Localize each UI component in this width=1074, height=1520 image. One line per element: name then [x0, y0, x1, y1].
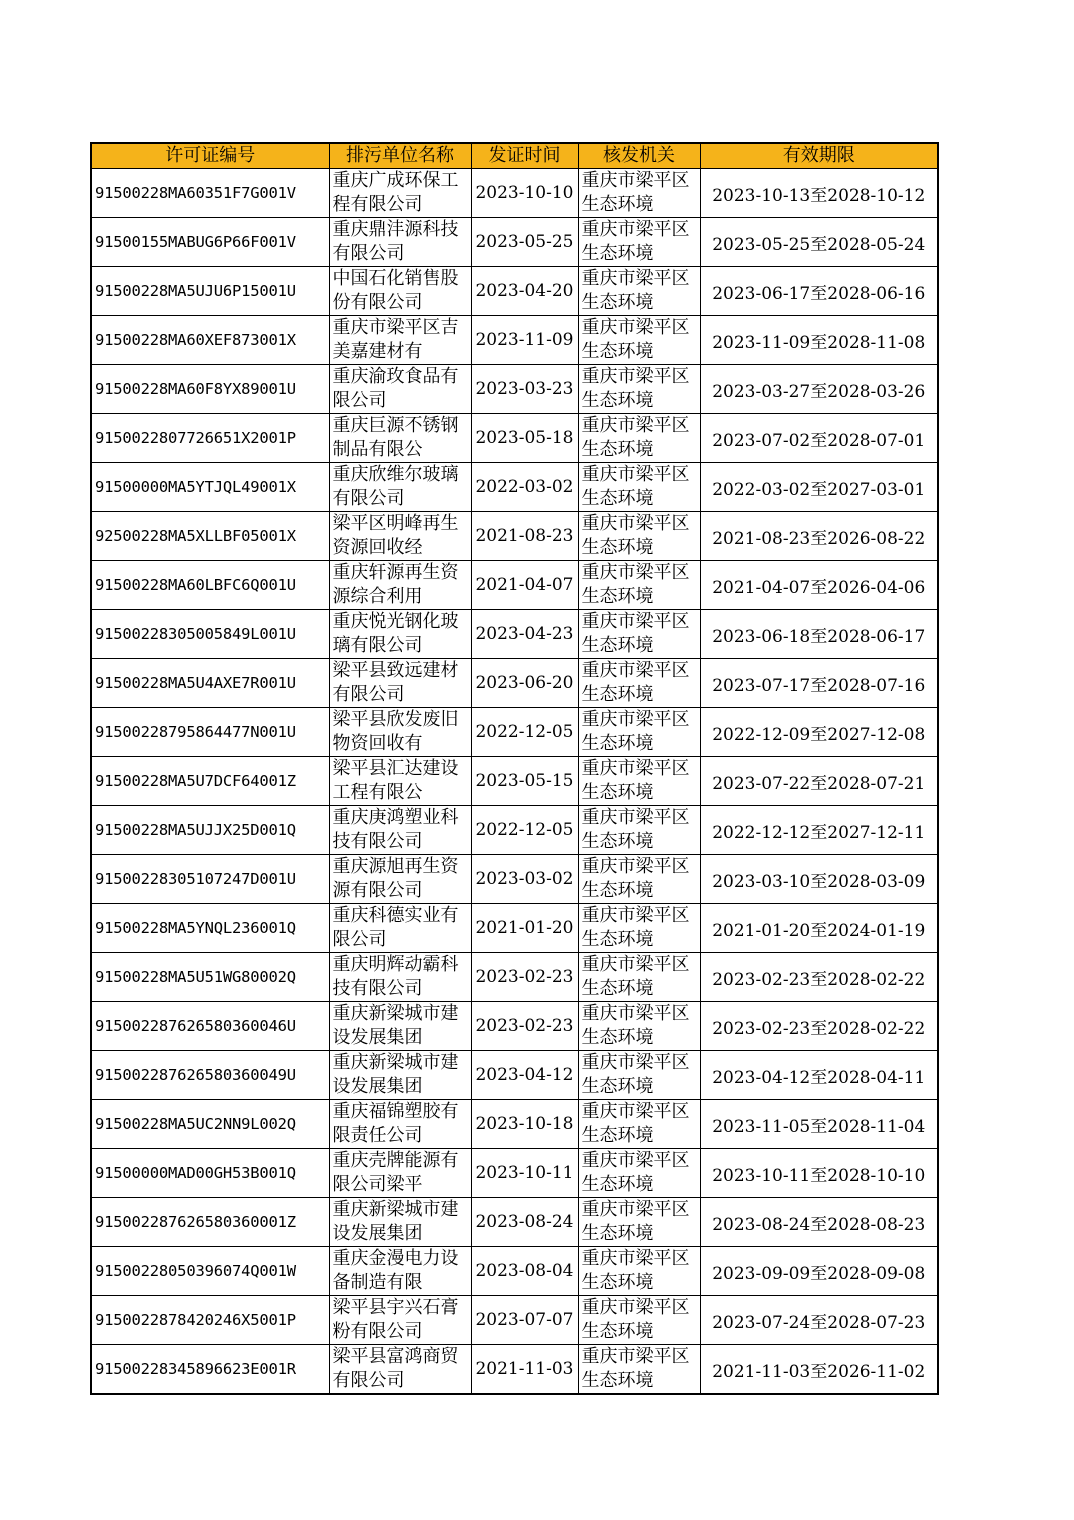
table-row	[91, 1296, 938, 1345]
cell-unit-name	[329, 1296, 471, 1345]
cell-unit-name	[329, 218, 471, 267]
table-row	[91, 757, 938, 806]
cell-issuing-authority-text: 重庆市梁平区生态环境	[581, 709, 690, 754]
cell-unit-name-text: 梁平县富鸿商贸有限公司	[332, 1346, 459, 1391]
cell-permit-number: 91500228MA5U51WG80002Q	[91, 953, 329, 1002]
cell-issue-date: 2022-12-05	[471, 806, 578, 855]
cell-unit-name	[329, 316, 471, 365]
cell-issuing-authority	[578, 1002, 700, 1051]
cell-issuing-authority-text: 重庆市梁平区生态环境	[581, 856, 690, 901]
cell-permit-number: 91500228MA60F8YX89001U	[91, 365, 329, 414]
table-row	[91, 561, 938, 610]
table-row	[91, 610, 938, 659]
cell-permit-number: 91500228MA60XEF873001X	[91, 316, 329, 365]
cell-unit-name-text: 重庆源旭再生资源有限公司	[332, 856, 459, 901]
cell-unit-name-text: 中国石化销售股份有限公司	[332, 268, 459, 313]
cell-issuing-authority-text: 重庆市梁平区生态环境	[581, 219, 690, 264]
cell-issue-date: 2023-07-07	[471, 1296, 578, 1345]
table-body	[91, 169, 938, 1395]
table-row	[91, 169, 938, 218]
cell-permit-number: 915002287626580360001Z	[91, 1198, 329, 1247]
cell-issue-date: 2023-10-18	[471, 1100, 578, 1149]
cell-issuing-authority	[578, 708, 700, 757]
cell-validity-period: 2023-07-22至2028-07-21	[700, 757, 938, 806]
cell-issue-date: 2023-08-04	[471, 1247, 578, 1296]
cell-issuing-authority-text: 重庆市梁平区生态环境	[581, 611, 690, 656]
cell-unit-name-text: 重庆金漫电力设备制造有限	[332, 1248, 459, 1293]
cell-validity-period: 2023-09-09至2028-09-08	[700, 1247, 938, 1296]
cell-issue-date: 2023-02-23	[471, 1002, 578, 1051]
cell-validity-period: 2021-01-20至2024-01-19	[700, 904, 938, 953]
table-row	[91, 806, 938, 855]
cell-issuing-authority-text: 重庆市梁平区生态环境	[581, 317, 690, 362]
cell-issuing-authority-text: 重庆市梁平区生态环境	[581, 758, 690, 803]
cell-unit-name	[329, 610, 471, 659]
table-row	[91, 708, 938, 757]
cell-validity-period: 2023-04-12至2028-04-11	[700, 1051, 938, 1100]
cell-unit-name-text: 梁平县汇达建设工程有限公	[332, 758, 459, 803]
cell-unit-name	[329, 855, 471, 904]
cell-issuing-authority	[578, 953, 700, 1002]
cell-issuing-authority-text: 重庆市梁平区生态环境	[581, 905, 690, 950]
cell-validity-period: 2023-11-09至2028-11-08	[700, 316, 938, 365]
cell-unit-name-text: 重庆渝玫食品有限公司	[332, 366, 459, 411]
cell-unit-name	[329, 561, 471, 610]
cell-unit-name	[329, 1149, 471, 1198]
cell-unit-name	[329, 806, 471, 855]
cell-unit-name	[329, 1100, 471, 1149]
cell-permit-number: 91500228MA5UJU6P15001U	[91, 267, 329, 316]
cell-issuing-authority	[578, 463, 700, 512]
cell-unit-name-text: 梁平县宇兴石膏粉有限公司	[332, 1297, 459, 1342]
cell-unit-name	[329, 267, 471, 316]
cell-issuing-authority	[578, 414, 700, 463]
cell-validity-period: 2023-02-23至2028-02-22	[700, 1002, 938, 1051]
cell-issuing-authority	[578, 316, 700, 365]
cell-permit-number: 91500228MA60LBFC6Q001U	[91, 561, 329, 610]
cell-issuing-authority-text: 重庆市梁平区生态环境	[581, 366, 690, 411]
cell-unit-name-text: 梁平区明峰再生资源回收经	[332, 513, 459, 558]
cell-validity-period: 2022-12-12至2027-12-11	[700, 806, 938, 855]
cell-issuing-authority-text: 重庆市梁平区生态环境	[581, 170, 690, 215]
cell-unit-name	[329, 414, 471, 463]
cell-unit-name	[329, 708, 471, 757]
cell-validity-period: 2022-12-09至2027-12-08	[700, 708, 938, 757]
cell-issuing-authority-text: 重庆市梁平区生态环境	[581, 1003, 690, 1048]
cell-issue-date: 2023-03-02	[471, 855, 578, 904]
table-row	[91, 855, 938, 904]
cell-validity-period: 2021-11-03至2026-11-02	[700, 1345, 938, 1395]
table-row	[91, 365, 938, 414]
cell-unit-name	[329, 659, 471, 708]
cell-validity-period: 2023-10-13至2028-10-12	[700, 169, 938, 218]
cell-validity-period: 2022-03-02至2027-03-01	[700, 463, 938, 512]
cell-issuing-authority	[578, 169, 700, 218]
cell-issuing-authority	[578, 1149, 700, 1198]
cell-issuing-authority	[578, 1247, 700, 1296]
cell-issuing-authority	[578, 561, 700, 610]
cell-validity-period: 2023-07-24至2028-07-23	[700, 1296, 938, 1345]
cell-permit-number: 91500228305107247D001U	[91, 855, 329, 904]
header-validity-period: 有效期限	[700, 143, 938, 169]
cell-validity-period: 2023-08-24至2028-08-23	[700, 1198, 938, 1247]
cell-permit-number: 91500000MAD00GH53B001Q	[91, 1149, 329, 1198]
cell-unit-name-text: 重庆新梁城市建设发展集团	[332, 1199, 459, 1244]
cell-issue-date: 2022-03-02	[471, 463, 578, 512]
cell-permit-number: 91500228MA5U4AXE7R001U	[91, 659, 329, 708]
cell-validity-period: 2023-06-17至2028-06-16	[700, 267, 938, 316]
cell-validity-period: 2023-02-23至2028-02-22	[700, 953, 938, 1002]
table-row	[91, 1345, 938, 1395]
cell-issue-date: 2023-04-12	[471, 1051, 578, 1100]
cell-unit-name	[329, 463, 471, 512]
table-row	[91, 1247, 938, 1296]
cell-unit-name-text: 重庆悦光钢化玻璃有限公司	[332, 611, 459, 656]
cell-issue-date: 2023-05-25	[471, 218, 578, 267]
cell-unit-name	[329, 1002, 471, 1051]
cell-issue-date: 2021-08-23	[471, 512, 578, 561]
cell-issue-date: 2023-08-24	[471, 1198, 578, 1247]
table-row	[91, 512, 938, 561]
cell-unit-name	[329, 1345, 471, 1395]
cell-permit-number: 92500228MA5XLLBF05001X	[91, 512, 329, 561]
header-unit-name: 排污单位名称	[329, 143, 471, 169]
cell-validity-period: 2023-07-02至2028-07-01	[700, 414, 938, 463]
table-header	[91, 143, 938, 169]
cell-unit-name-text: 重庆广成环保工程有限公司	[332, 170, 459, 215]
table-row	[91, 414, 938, 463]
cell-unit-name-text: 重庆轩源再生资源综合利用	[332, 562, 459, 607]
cell-issuing-authority-text: 重庆市梁平区生态环境	[581, 268, 690, 313]
cell-unit-name-text: 重庆欣维尔玻璃有限公司	[332, 464, 459, 509]
header-issuing-authority: 核发机关	[578, 143, 700, 169]
cell-issue-date: 2023-10-10	[471, 169, 578, 218]
cell-issue-date: 2023-10-11	[471, 1149, 578, 1198]
cell-issuing-authority-text: 重庆市梁平区生态环境	[581, 1346, 690, 1391]
cell-permit-number: 91500228305005849L001U	[91, 610, 329, 659]
cell-unit-name-text: 重庆市梁平区吉美嘉建材有	[332, 317, 459, 362]
cell-issue-date: 2023-04-20	[471, 267, 578, 316]
cell-validity-period: 2023-07-17至2028-07-16	[700, 659, 938, 708]
table-row	[91, 659, 938, 708]
cell-unit-name-text: 重庆巨源不锈钢制品有限公	[332, 415, 459, 460]
cell-unit-name	[329, 1247, 471, 1296]
cell-issue-date: 2023-06-20	[471, 659, 578, 708]
cell-unit-name-text: 重庆鼎沣源科技有限公司	[332, 219, 459, 264]
cell-issuing-authority	[578, 267, 700, 316]
cell-permit-number: 915002287626580360049U	[91, 1051, 329, 1100]
permit-table	[90, 142, 939, 1395]
cell-permit-number: 9150022878420246X5001P	[91, 1296, 329, 1345]
cell-validity-period: 2023-06-18至2028-06-17	[700, 610, 938, 659]
cell-unit-name	[329, 953, 471, 1002]
table-row	[91, 953, 938, 1002]
cell-validity-period: 2021-08-23至2026-08-22	[700, 512, 938, 561]
cell-issuing-authority-text: 重庆市梁平区生态环境	[581, 1297, 690, 1342]
cell-validity-period: 2023-03-27至2028-03-26	[700, 365, 938, 414]
cell-permit-number: 91500228762658036004​6U	[91, 1002, 329, 1051]
cell-permit-number: 91500228MA5YNQL236001Q	[91, 904, 329, 953]
cell-issue-date: 2021-01-20	[471, 904, 578, 953]
cell-permit-number: 91500228MA5UJJX25D001Q	[91, 806, 329, 855]
cell-issuing-authority	[578, 512, 700, 561]
header-permit-number: 许可证编号	[91, 143, 329, 169]
cell-issue-date: 2023-04-23	[471, 610, 578, 659]
cell-validity-period: 2023-11-05至2028-11-04	[700, 1100, 938, 1149]
cell-issue-date: 2023-11-09	[471, 316, 578, 365]
cell-permit-number: 91500228050396074Q001W	[91, 1247, 329, 1296]
cell-issuing-authority	[578, 659, 700, 708]
cell-issuing-authority-text: 重庆市梁平区生态环境	[581, 807, 690, 852]
table-row	[91, 904, 938, 953]
cell-unit-name-text: 重庆科德实业有限公司	[332, 905, 459, 950]
cell-issuing-authority	[578, 1100, 700, 1149]
cell-issuing-authority	[578, 610, 700, 659]
cell-unit-name-text: 重庆明辉动霸科技有限公司	[332, 954, 459, 999]
cell-validity-period: 2023-05-25至2028-05-24	[700, 218, 938, 267]
table-row	[91, 1100, 938, 1149]
cell-issuing-authority-text: 重庆市梁平区生态环境	[581, 1101, 690, 1146]
cell-unit-name-text: 梁平县致远建材有限公司	[332, 660, 459, 705]
table-row	[91, 267, 938, 316]
cell-issuing-authority	[578, 904, 700, 953]
cell-unit-name-text: 梁平县欣发废旧物资回收有	[332, 709, 459, 754]
cell-issuing-authority	[578, 757, 700, 806]
cell-unit-name-text: 重庆新梁城市建设发展集团	[332, 1003, 459, 1048]
cell-permit-number: 91500155MABUG6P66F001V	[91, 218, 329, 267]
cell-unit-name-text: 重庆庚鸿塑业科技有限公司	[332, 807, 459, 852]
cell-validity-period: 2023-10-11至2028-10-10	[700, 1149, 938, 1198]
cell-issue-date: 2023-03-23	[471, 365, 578, 414]
cell-permit-number: 91500228345896623E001R	[91, 1345, 329, 1395]
cell-issuing-authority	[578, 1051, 700, 1100]
cell-unit-name	[329, 169, 471, 218]
header-row	[91, 143, 938, 169]
cell-issue-date: 2023-05-18	[471, 414, 578, 463]
cell-validity-period: 2021-04-07至2026-04-06	[700, 561, 938, 610]
cell-unit-name	[329, 365, 471, 414]
cell-unit-name	[329, 512, 471, 561]
cell-permit-number: 9150022807726651X2001P	[91, 414, 329, 463]
cell-issuing-authority-text: 重庆市梁平区生态环境	[581, 562, 690, 607]
cell-issuing-authority	[578, 1198, 700, 1247]
cell-unit-name	[329, 1198, 471, 1247]
cell-issuing-authority-text: 重庆市梁平区生态环境	[581, 1199, 690, 1244]
cell-issuing-authority-text: 重庆市梁平区生态环境	[581, 464, 690, 509]
cell-issuing-authority-text: 重庆市梁平区生态环境	[581, 660, 690, 705]
cell-permit-number: 91500228795864477N001U	[91, 708, 329, 757]
cell-issue-date: 2023-05-15	[471, 757, 578, 806]
table-row	[91, 316, 938, 365]
table-row	[91, 1149, 938, 1198]
cell-issuing-authority-text: 重庆市梁平区生态环境	[581, 415, 690, 460]
cell-issuing-authority	[578, 1345, 700, 1395]
table-row	[91, 463, 938, 512]
cell-issuing-authority-text: 重庆市梁平区生态环境	[581, 1248, 690, 1293]
cell-issuing-authority-text: 重庆市梁平区生态环境	[581, 954, 690, 999]
cell-unit-name	[329, 1051, 471, 1100]
cell-permit-number: 91500000MA5YTJQL49001X	[91, 463, 329, 512]
cell-permit-number: 91500228MA5U7DCF64001Z	[91, 757, 329, 806]
table-row	[91, 218, 938, 267]
cell-issue-date: 2021-11-03	[471, 1345, 578, 1395]
cell-issuing-authority	[578, 1296, 700, 1345]
cell-unit-name	[329, 757, 471, 806]
cell-permit-number: 91500228MA5UC2NN9L002Q	[91, 1100, 329, 1149]
cell-issuing-authority	[578, 855, 700, 904]
cell-unit-name	[329, 904, 471, 953]
cell-issuing-authority	[578, 806, 700, 855]
cell-issuing-authority-text: 重庆市梁平区生态环境	[581, 1150, 690, 1195]
cell-unit-name-text: 重庆壳牌能源有限公司梁平	[332, 1150, 459, 1195]
header-issue-date: 发证时间	[471, 143, 578, 169]
table-row	[91, 1051, 938, 1100]
cell-issuing-authority-text: 重庆市梁平区生态环境	[581, 1052, 690, 1097]
cell-unit-name-text: 重庆新梁城市建设发展集团	[332, 1052, 459, 1097]
cell-issue-date: 2021-04-07	[471, 561, 578, 610]
cell-permit-number: 91500228MA60351F7G001V	[91, 169, 329, 218]
cell-unit-name-text: 重庆福锦塑胶有限责任公司	[332, 1101, 459, 1146]
cell-validity-period: 2023-03-10至2028-03-09	[700, 855, 938, 904]
cell-issuing-authority	[578, 365, 700, 414]
table-row	[91, 1198, 938, 1247]
cell-issuing-authority-text: 重庆市梁平区生态环境	[581, 513, 690, 558]
cell-issue-date: 2023-02-23	[471, 953, 578, 1002]
cell-issuing-authority	[578, 218, 700, 267]
table-row	[91, 1002, 938, 1051]
cell-issue-date: 2022-12-05	[471, 708, 578, 757]
